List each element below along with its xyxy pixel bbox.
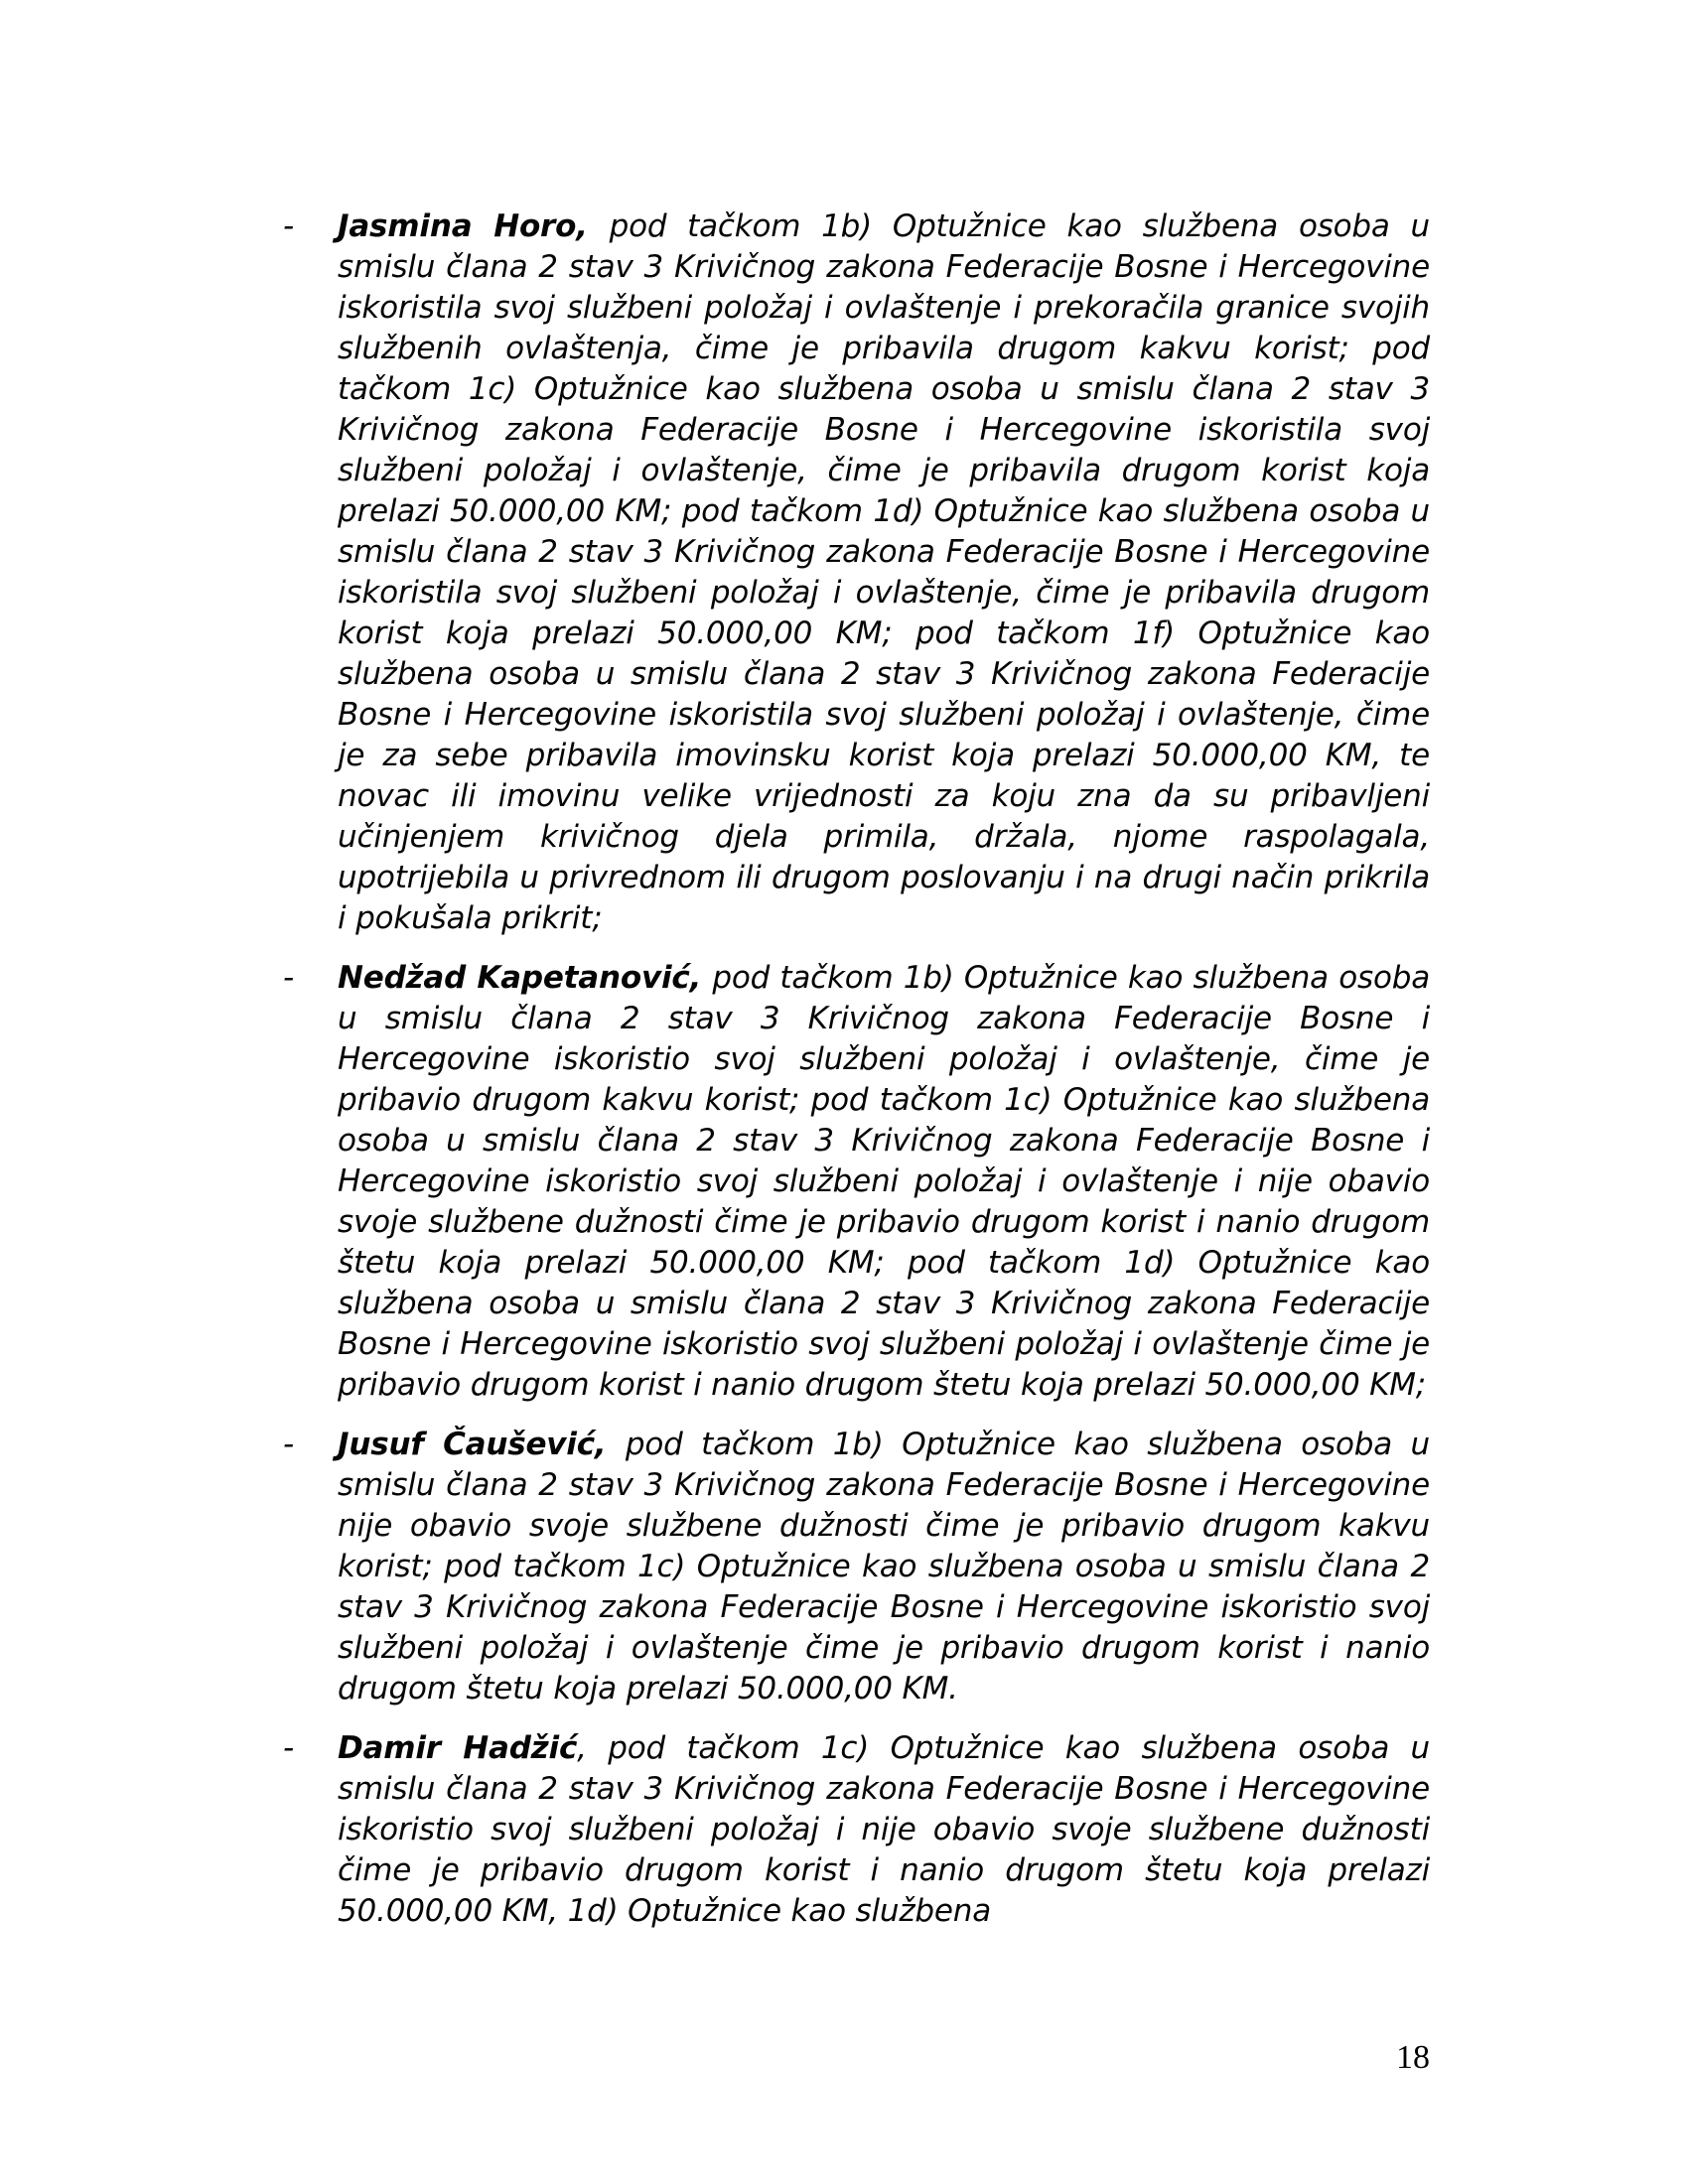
paragraph-body: pod tačkom 1b) Optužnice kao službena osoba u smislu člana 2 stav 3 Krivičnog zakona Federacije Bosne i Hercegovine nije obavio svoje službene dužnosti čime je pribavio drugom kakvu korist; pod tačkom 1c) Optužnice kao službena osoba u smislu člana 2 stav 3 Krivičnog zakona Federacije Bosne i Hercegovine iskoristio svoj službeni položaj i ovlaštenje čime je pribavio drugom korist i nanio drugom štetu koja prelazi 50.000,00 KM. <box>338 1427 1430 1706</box>
defendant-name: Jasmina Horo, <box>338 208 610 244</box>
defendant-name: Jusuf Čaušević, <box>338 1427 626 1462</box>
defendant-name: Nedžad Kapetanović, <box>338 960 713 996</box>
list-dash-marker: - <box>283 1730 294 1766</box>
list-dash-marker: - <box>283 208 294 244</box>
page-number: 18 <box>1396 2039 1430 2076</box>
indictment-paragraph <box>283 206 1430 939</box>
list-dash-marker: - <box>283 1427 294 1462</box>
paragraph-body: , pod tačkom 1c) Optužnice kao službena osoba u smislu člana 2 stav 3 Krivičnog zakona Federacije Bosne i Hercegovine iskoristio svoj službeni položaj i nije obavio svoje službene dužnosti čime je pribavio drugom korist i nanio drugom štetu koja prelazi 50.000,00 KM, 1d) Optužnice kao službena <box>338 1730 1431 1929</box>
paragraph-body: pod tačkom 1b) Optužnice kao službena osoba u smislu člana 2 stav 3 Krivičnog zakona Federacije Bosne i Hercegovine iskoristila svoj službeni položaj i ovlaštenje i prekoračila granice svojih službenih ovlaštenja, čime je pribavila drugom kakvu korist; pod tačkom 1c) Optužnice kao službena osoba u smislu člana 2 stav 3 Krivičnog zakona Federacije Bosne i Hercegovine iskoristila svoj službeni položaj i ovlaštenje, čime je pribavila drugom korist koja prelazi 50.000,00 KM; pod tačkom 1d) Optužnice kao službena osoba u smislu člana 2 stav 3 Krivičnog zakona Federacije Bosne i Hercegovine iskoristila svoj službeni položaj i ovlaštenje, čime je pribavila drugom korist koja prelazi 50.000,00 KM; pod tačkom 1f) Optužnice kao službena osoba u smislu člana 2 stav 3 Krivičnog zakona Federacije Bosne i Hercegovine iskoristila svoj službeni položaj i ovlaštenje, čime je za sebe pribavila imovinsku korist koja prelazi 50.000,00 KM, te novac ili imovinu velike vrijednosti za koju zna da su pribavljeni učinjenjem krivičnog djela primila, držala, njome raspolagala, upotrijebila u privrednom ili drugom poslovanju i na drugi način prikrila i pokušala prikrit; <box>338 208 1430 936</box>
paragraph-body: pod tačkom 1b) Optužnice kao službena osoba u smislu člana 2 stav 3 Krivičnog zakona Federacije Bosne i Hercegovine iskoristio svoj službeni položaj i ovlaštenje, čime je pribavio drugom kakvu korist; pod tačkom 1c) Optužnice kao službena osoba u smislu člana 2 stav 3 Krivičnog zakona Federacije Bosne i Hercegovine iskoristio svoj službeni položaj i ovlaštenje i nije obavio svoje službene dužnosti čime je pribavio drugom korist i nanio drugom štetu koja prelazi 50.000,00 KM; pod tačkom 1d) Optužnice kao službena osoba u smislu člana 2 stav 3 Krivičnog zakona Federacije Bosne i Hercegovine iskoristio svoj službeni položaj i ovlaštenje čime je pribavio drugom korist i nanio drugom štetu koja prelazi 50.000,00 KM; <box>338 960 1430 1403</box>
indictment-paragraph <box>283 1728 1431 1932</box>
indictment-paragraph <box>283 1425 1430 1709</box>
list-dash-marker: - <box>283 960 294 996</box>
indictment-paragraph <box>283 958 1430 1406</box>
text-block <box>283 206 1431 1951</box>
defendant-name: Damir Hadžić <box>338 1730 578 1766</box>
